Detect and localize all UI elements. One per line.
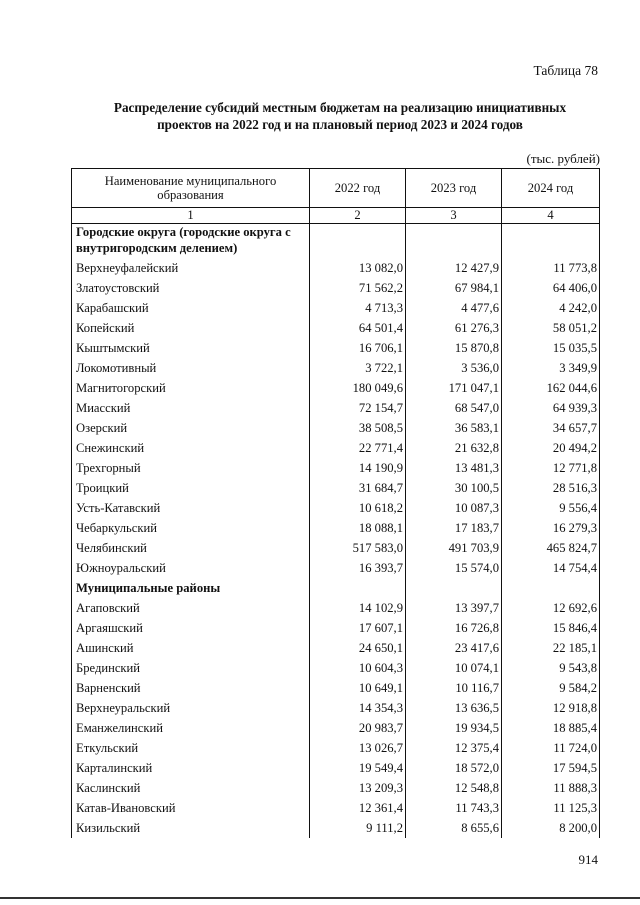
value-2024: 9 543,8 [502, 658, 600, 678]
empty-cell [310, 224, 406, 259]
municipality-name: Озерский [72, 418, 310, 438]
value-2024: 15 846,4 [502, 618, 600, 638]
table-row [72, 298, 600, 318]
municipality-name: Кыштымский [72, 338, 310, 358]
section-title: Муниципальные районы [72, 578, 310, 598]
table-label: Таблица 78 [533, 63, 598, 78]
empty-cell [406, 224, 502, 259]
municipality-name: Еткульский [72, 738, 310, 758]
value-2023: 23 417,6 [406, 638, 502, 658]
value-2024: 11 724,0 [502, 738, 600, 758]
value-2022: 517 583,0 [310, 538, 406, 558]
municipality-name: Карталинский [72, 758, 310, 778]
value-2023: 19 934,5 [406, 718, 502, 738]
value-2022: 14 102,9 [310, 598, 406, 618]
value-2024: 22 185,1 [502, 638, 600, 658]
section-title: Городские округа (городские округа с внутригородским делением) [72, 224, 310, 259]
value-2024: 64 939,3 [502, 398, 600, 418]
value-2023: 68 547,0 [406, 398, 502, 418]
value-2022: 14 354,3 [310, 698, 406, 718]
value-2022: 20 983,7 [310, 718, 406, 738]
value-2022: 18 088,1 [310, 518, 406, 538]
value-2023: 30 100,5 [406, 478, 502, 498]
value-2022: 24 650,1 [310, 638, 406, 658]
municipality-name: Карабашский [72, 298, 310, 318]
value-2023: 10 087,3 [406, 498, 502, 518]
table-row [72, 798, 600, 818]
value-2023: 11 743,3 [406, 798, 502, 818]
value-2022: 19 549,4 [310, 758, 406, 778]
value-2023: 171 047,1 [406, 378, 502, 398]
municipality-name: Южноуральский [72, 558, 310, 578]
table-body [72, 208, 600, 839]
value-2022: 16 706,1 [310, 338, 406, 358]
value-2022: 72 154,7 [310, 398, 406, 418]
value-2023: 21 632,8 [406, 438, 502, 458]
value-2023: 18 572,0 [406, 758, 502, 778]
table-row [72, 418, 600, 438]
municipality-name: Златоустовский [72, 278, 310, 298]
table-row [72, 478, 600, 498]
header-2024: 2024 год [502, 169, 600, 208]
value-2024: 18 885,4 [502, 718, 600, 738]
value-2024: 9 584,2 [502, 678, 600, 698]
table-row [72, 518, 600, 538]
value-2022: 3 722,1 [310, 358, 406, 378]
section-row [72, 224, 600, 259]
table-row [72, 458, 600, 478]
document-title [60, 99, 620, 133]
municipality-name: Усть-Катавский [72, 498, 310, 518]
value-2023: 12 375,4 [406, 738, 502, 758]
municipality-name: Варненский [72, 678, 310, 698]
table-row [72, 618, 600, 638]
value-2024: 12 918,8 [502, 698, 600, 718]
header-municipality: Наименование муниципального образования [72, 169, 310, 208]
municipality-name: Копейский [72, 318, 310, 338]
header-2023: 2023 год [406, 169, 502, 208]
municipality-name: Магнитогорский [72, 378, 310, 398]
table-row [72, 658, 600, 678]
municipality-name: Верхнеуральский [72, 698, 310, 718]
value-2024: 465 824,7 [502, 538, 600, 558]
table-row [72, 318, 600, 338]
value-2024: 8 200,0 [502, 818, 600, 838]
header-row [72, 169, 600, 208]
value-2023: 12 548,8 [406, 778, 502, 798]
value-2023: 10 116,7 [406, 678, 502, 698]
empty-cell [406, 578, 502, 598]
value-2022: 13 082,0 [310, 258, 406, 278]
municipality-name: Локомотивный [72, 358, 310, 378]
column-number-2: 2 [310, 208, 406, 224]
section-row [72, 578, 600, 598]
header-2022: 2022 год [310, 169, 406, 208]
table-row [72, 558, 600, 578]
value-2023: 15 870,8 [406, 338, 502, 358]
value-2023: 3 536,0 [406, 358, 502, 378]
value-2024: 9 556,4 [502, 498, 600, 518]
value-2022: 17 607,1 [310, 618, 406, 638]
value-2022: 13 026,7 [310, 738, 406, 758]
municipality-name: Миасский [72, 398, 310, 418]
value-2024: 20 494,2 [502, 438, 600, 458]
value-2023: 13 397,7 [406, 598, 502, 618]
value-2023: 8 655,6 [406, 818, 502, 838]
value-2024: 15 035,5 [502, 338, 600, 358]
table-row [72, 378, 600, 398]
table-row [72, 678, 600, 698]
municipality-name: Кизильский [72, 818, 310, 838]
value-2023: 67 984,1 [406, 278, 502, 298]
municipality-name: Катав-Ивановский [72, 798, 310, 818]
value-2023: 17 183,7 [406, 518, 502, 538]
table-row [72, 278, 600, 298]
page-number: 914 [578, 852, 598, 867]
municipality-name: Челябинский [72, 538, 310, 558]
table-row [72, 338, 600, 358]
value-2023: 16 726,8 [406, 618, 502, 638]
title-line-1: Распределение субсидий местным бюджетам на реализацию инициативных [113, 100, 567, 115]
municipality-name: Ашинский [72, 638, 310, 658]
column-number-4: 4 [502, 208, 600, 224]
value-2024: 11 888,3 [502, 778, 600, 798]
value-2022: 71 562,2 [310, 278, 406, 298]
table-row [72, 738, 600, 758]
value-2024: 64 406,0 [502, 278, 600, 298]
column-number-1: 1 [72, 208, 310, 224]
municipality-name: Чебаркульский [72, 518, 310, 538]
value-2022: 4 713,3 [310, 298, 406, 318]
bottom-divider [0, 897, 640, 899]
value-2024: 162 044,6 [502, 378, 600, 398]
title-line-2: проектов на 2022 год и на плановый период 2023 и 2024 годов [157, 117, 523, 132]
table-row [72, 718, 600, 738]
table-row [72, 598, 600, 618]
municipality-name: Трехгорный [72, 458, 310, 478]
value-2023: 61 276,3 [406, 318, 502, 338]
value-2023: 13 481,3 [406, 458, 502, 478]
value-2024: 14 754,4 [502, 558, 600, 578]
municipality-name: Агаповский [72, 598, 310, 618]
table-row [72, 818, 600, 838]
value-2024: 3 349,9 [502, 358, 600, 378]
value-2024: 11 773,8 [502, 258, 600, 278]
value-2024: 58 051,2 [502, 318, 600, 338]
units-label: (тыс. рублей) [526, 151, 600, 166]
municipality-name: Верхнеуфалейский [72, 258, 310, 278]
value-2022: 12 361,4 [310, 798, 406, 818]
municipality-name: Каслинский [72, 778, 310, 798]
value-2024: 16 279,3 [502, 518, 600, 538]
subsidy-table [71, 168, 600, 838]
value-2024: 17 594,5 [502, 758, 600, 778]
municipality-name: Брединский [72, 658, 310, 678]
value-2023: 15 574,0 [406, 558, 502, 578]
value-2024: 4 242,0 [502, 298, 600, 318]
value-2022: 16 393,7 [310, 558, 406, 578]
value-2022: 38 508,5 [310, 418, 406, 438]
value-2024: 12 771,8 [502, 458, 600, 478]
table-row [72, 778, 600, 798]
table-row [72, 758, 600, 778]
municipality-name: Снежинский [72, 438, 310, 458]
value-2024: 12 692,6 [502, 598, 600, 618]
column-number-row [72, 208, 600, 224]
table-row [72, 438, 600, 458]
value-2023: 4 477,6 [406, 298, 502, 318]
value-2024: 28 516,3 [502, 478, 600, 498]
table-row [72, 698, 600, 718]
table-row [72, 538, 600, 558]
table-row [72, 398, 600, 418]
value-2024: 11 125,3 [502, 798, 600, 818]
value-2022: 10 604,3 [310, 658, 406, 678]
table-row [72, 258, 600, 278]
value-2022: 31 684,7 [310, 478, 406, 498]
value-2022: 9 111,2 [310, 818, 406, 838]
value-2022: 22 771,4 [310, 438, 406, 458]
value-2022: 64 501,4 [310, 318, 406, 338]
table-row [72, 358, 600, 378]
municipality-name: Еманжелинский [72, 718, 310, 738]
value-2024: 34 657,7 [502, 418, 600, 438]
empty-cell [502, 578, 600, 598]
municipality-name: Аргаяшский [72, 618, 310, 638]
value-2022: 10 618,2 [310, 498, 406, 518]
value-2023: 491 703,9 [406, 538, 502, 558]
empty-cell [310, 578, 406, 598]
value-2022: 180 049,6 [310, 378, 406, 398]
value-2023: 12 427,9 [406, 258, 502, 278]
value-2023: 10 074,1 [406, 658, 502, 678]
value-2023: 36 583,1 [406, 418, 502, 438]
column-number-3: 3 [406, 208, 502, 224]
empty-cell [502, 224, 600, 259]
value-2022: 14 190,9 [310, 458, 406, 478]
table-row [72, 638, 600, 658]
value-2023: 13 636,5 [406, 698, 502, 718]
value-2022: 10 649,1 [310, 678, 406, 698]
table-row [72, 498, 600, 518]
value-2022: 13 209,3 [310, 778, 406, 798]
municipality-name: Троицкий [72, 478, 310, 498]
